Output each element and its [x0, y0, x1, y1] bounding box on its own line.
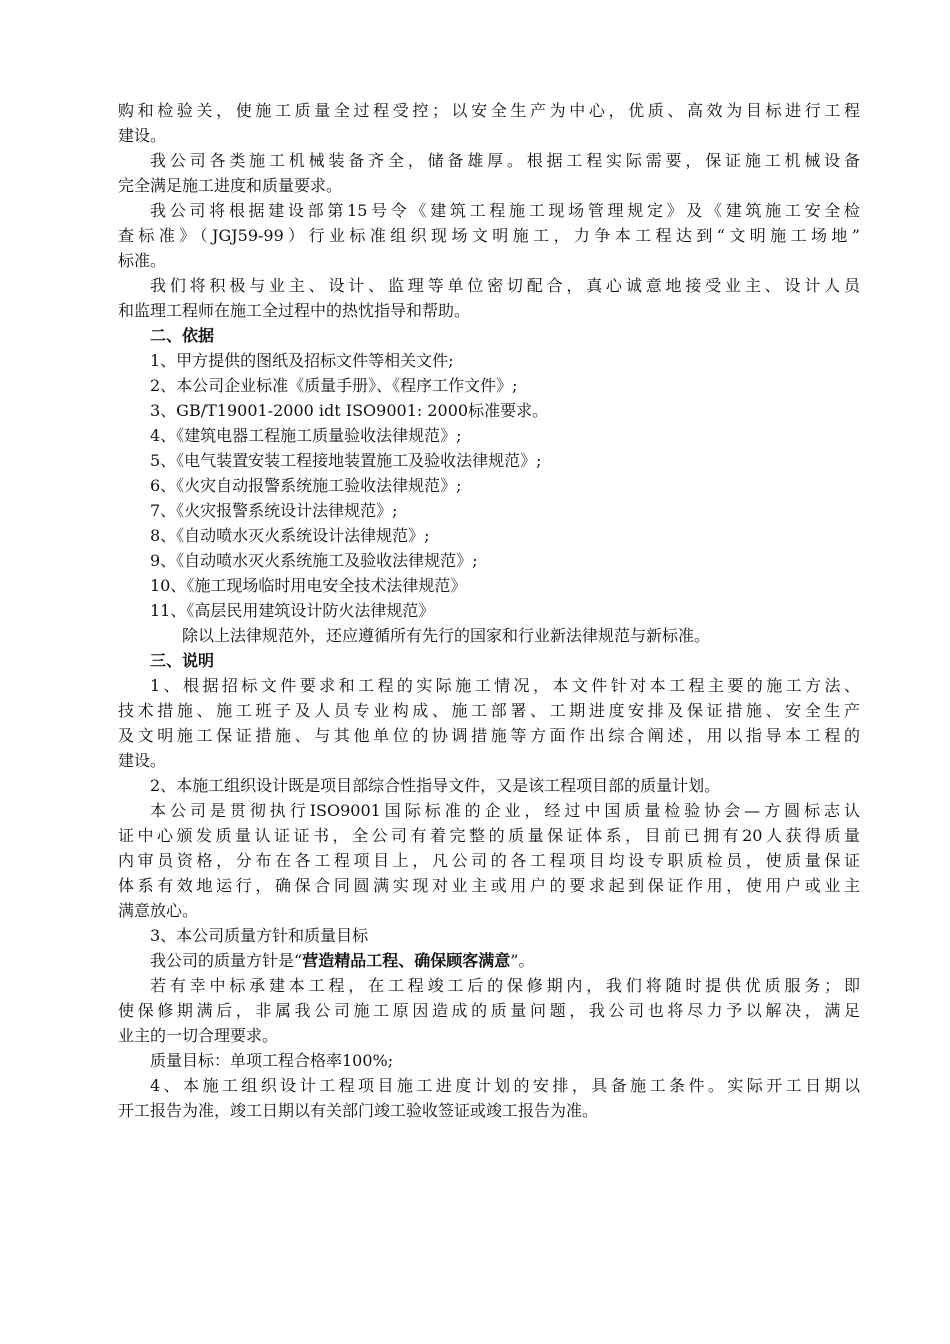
list-item: 3、GB/T19001-2000 idt ISO9001: 2000标准要求。 [150, 401, 549, 420]
list-item: 8、《自动喷水灭火系统设计法律规范》; [150, 526, 430, 545]
list-item: 1、甲方提供的图纸及招标文件等相关文件; [150, 351, 454, 370]
paragraph-line: 查标准》（JGJ59-99）行业标准组织现场文明施工，力争本工程达到“文明施工场地” [118, 226, 860, 245]
list-item: 4、《建筑电器工程施工质量验收法律规范》; [150, 426, 462, 445]
policy-suffix: ”。 [510, 951, 535, 970]
paragraph-line: 标准。 [118, 251, 167, 270]
section-heading: 二、依据 [150, 326, 215, 345]
policy-emphasis: 营造精品工程、确保顾客满意 [302, 951, 511, 970]
paragraph-line: 我公司将根据建设部第15号令《建筑工程施工现场管理规定》及《建筑施工安全检 [150, 201, 860, 220]
paragraph-line: 3、本公司质量方针和质量目标 [150, 926, 369, 945]
list-item: 5、《电气装置安装工程接地装置施工及验收法律规范》; [150, 451, 542, 470]
paragraph-line: 证中心颁发质量认证证书，全公司有着完整的质量保证体系，目前已拥有20人获得质量 [118, 826, 860, 845]
paragraph-line: 使保修期满后，非属我公司施工原因造成的质量问题，我公司也将尽力予以解决，满足 [118, 1001, 860, 1020]
paragraph-line: 开工报告为准，竣工日期以有关部门竣工验收签证或竣工报告为准。 [118, 1101, 599, 1120]
section-heading: 三、说明 [150, 651, 215, 670]
list-item: 9、《自动喷水灭火系统施工及验收法律规范》; [150, 551, 478, 570]
paragraph-line: 内审员资格，分布在各工程项目上，凡公司的各工程项目均设专职质检员，使质量保证 [118, 851, 860, 870]
paragraph-line: 技术措施、施工班子及人员专业构成、施工部署、工期进度安排及保证措施、安全生产 [118, 701, 860, 720]
list-item: 10、《施工现场临时用电安全技术法律规范》 [150, 576, 467, 595]
quality-goal: 质量目标：单项工程合格率100%; [150, 1051, 394, 1070]
policy-prefix: 我公司的质量方针是“ [150, 951, 303, 970]
paragraph-line: 业主的一切合理要求。 [118, 1026, 279, 1045]
list-note: 除以上法律规范外，还应遵循所有先行的国家和行业新法律规范与新标准。 [182, 626, 711, 645]
paragraph-line: 购和检验关，使施工质量全过程受控；以安全生产为中心，优质、高效为目标进行工程 [118, 101, 860, 120]
paragraph-line: 我们将积极与业主、设计、监理等单位密切配合，真心诚意地接受业主、设计人员 [150, 276, 860, 295]
paragraph-line: 满意放心。 [118, 901, 199, 920]
paragraph-line: 和监理工程师在施工全过程中的热忱指导和帮助。 [118, 301, 471, 320]
paragraph-line: 我公司各类施工机械装备齐全，储备雄厚。根据工程实际需要，保证施工机械设备 [150, 151, 860, 170]
paragraph-line: 建设。 [118, 126, 167, 145]
paragraph-line: 2、本施工组织设计既是项目部综合性指导文件，又是该工程项目部的质量计划。 [150, 776, 721, 795]
basis-list [118, 348, 860, 648]
paragraph-line: 本公司是贯彻执行ISO9001国际标准的企业，经过中国质量检验协会—方圆标志认 [150, 801, 860, 820]
list-item: 11、《高层民用建筑设计防火法律规范》 [150, 601, 435, 620]
paragraph-line: 4、本施工组织设计工程项目施工进度计划的安排，具备施工条件。实际开工日期以 [150, 1076, 860, 1095]
quality-policy-line [118, 948, 860, 973]
paragraph-line: 及文明施工保证措施、与其他单位的协调措施等方面作出综合阐述，用以指导本工程的 [118, 726, 860, 745]
paragraph-line: 若有幸中标承建本工程，在工程竣工后的保修期内，我们将随时提供优质服务；即 [150, 976, 860, 995]
paragraph-line: 1、根据招标文件要求和工程的实际施工情况，本文件针对本工程主要的施工方法、 [150, 676, 860, 695]
document-body [118, 98, 860, 1123]
list-item: 6、《火灾自动报警系统施工验收法律规范》; [150, 476, 462, 495]
list-item: 2、本公司企业标准《质量手册》、《程序工作文件》; [150, 376, 518, 395]
paragraph-line: 体系有效地运行，确保合同圆满实现对业主或用户的要求起到保证作用，使用户或业主 [118, 876, 860, 895]
paragraph-line: 完全满足施工进度和质量要求。 [118, 176, 343, 195]
list-item: 7、《火灾报警系统设计法律规范》; [150, 501, 398, 520]
paragraph-line: 建设。 [118, 751, 167, 770]
